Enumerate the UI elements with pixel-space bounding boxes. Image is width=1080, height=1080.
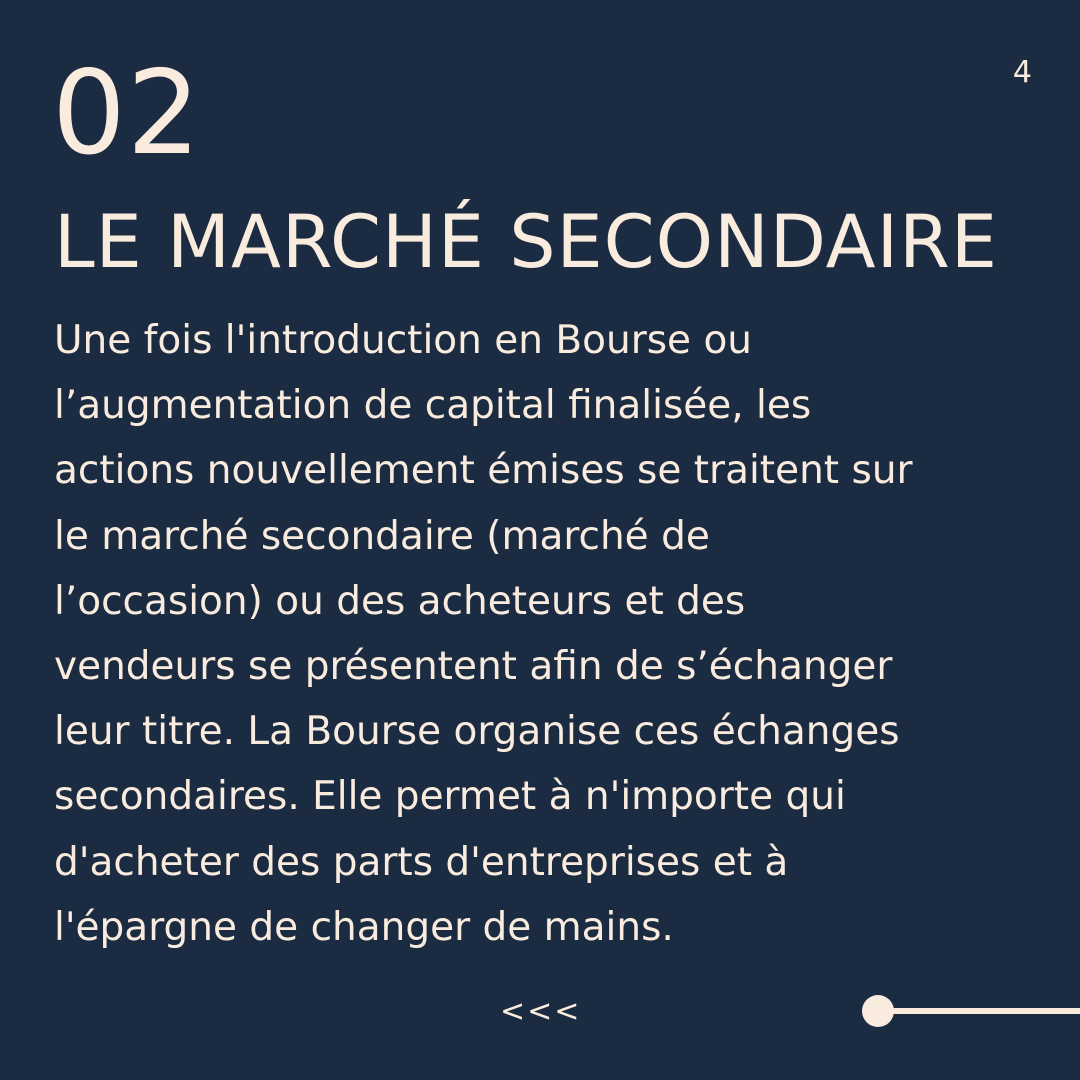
section-title: LE MARCHÉ SECONDAIRE [54, 200, 998, 285]
body-line: vendeurs se présentent afin de s’échanger [54, 644, 893, 690]
progress-line [872, 1008, 1080, 1014]
body-text [54, 308, 1014, 960]
body-line: l’occasion) ou des acheteurs et des [54, 578, 746, 624]
body-line: actions nouvellement émises se traitent sur [54, 448, 913, 494]
previous-slide-button[interactable]: <<< [500, 994, 582, 1029]
body-line: l’augmentation de capital finalisée, les [54, 383, 812, 429]
body-line: le marché secondaire (marché de [54, 513, 710, 559]
body-line: leur titre. La Bourse organise ces échanges [54, 709, 900, 755]
body-line: d'acheter des parts d'entreprises et à [54, 839, 789, 885]
body-line: Une fois l'introduction en Bourse ou [54, 318, 753, 363]
section-number: 02 [52, 46, 202, 181]
body-line: l'épargne de changer de mains. [54, 904, 674, 950]
body-line: secondaires. Elle permet à n'importe qui [54, 774, 846, 820]
page-number: 4 [1012, 55, 1032, 90]
progress-dot-icon [862, 995, 894, 1027]
